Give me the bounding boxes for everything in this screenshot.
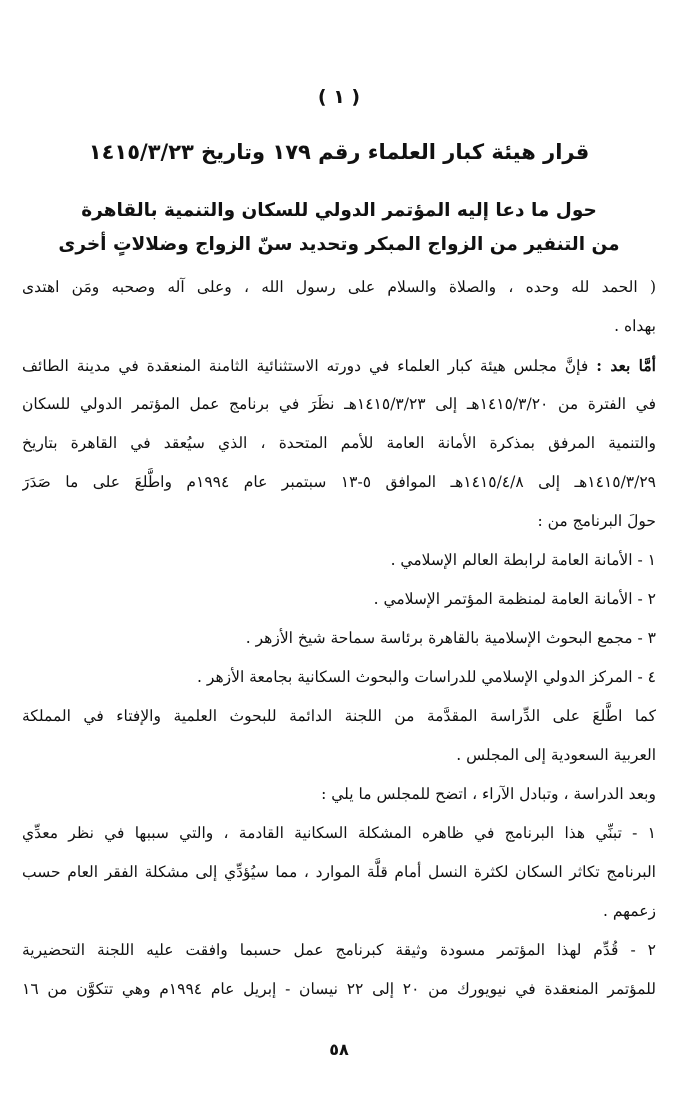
body-line: في الفترة من ١٤١٥/٣/٢٠هـ إلى ١٤١٥/٣/٢٣هـ نظَرَ في برنامج عمل المؤتمر الدولي للسكان	[22, 395, 656, 413]
body-line: ١٤١٥/٣/٢٩هـ إلى ١٤١٥/٤/٨هـ الموافق ٥-١٣ سبتمبر عام ١٩٩٤م واطَّلعَ على ما صَدَرَ	[22, 473, 656, 491]
body-line: ٢ - قُدِّم لهذا المؤتمر مسودة وثيقة كبرنامج عمل حسبما وافقت عليه اللجنة التحضيرية	[22, 941, 656, 959]
body-line: ١ - تبنِّي هذا البرنامج في ظاهره المشكلة السكانية القادمة ، والتي سببها في نظر معدِّي	[22, 824, 656, 842]
body-line: كما اطَّلعَ على الدِّراسة المقدَّمة من اللجنة الدائمة للبحوث العلمية والإفتاء في المملكة	[22, 707, 656, 725]
decision-title: قرار هيئة كبار العلماء رقم ١٧٩ وتاريخ ١٤١٥/٣/٢٣	[88, 140, 590, 164]
list-item: ٤ - المركز الدولي الإسلامي للدراسات والبحوث السكانية بجامعة الأزهر .	[197, 668, 656, 686]
subject-title	[22, 194, 656, 262]
body-line: والتنمية المرفق بمذكرة الأمانة العامة للأمم المتحدة ، الذي سيُعقد في القاهرة بتاريخ	[22, 434, 656, 452]
list-item: ٣ - مجمع البحوث الإسلامية بالقاهرة برئاسة سماحة شيخ الأزهر .	[245, 629, 656, 647]
body-text	[22, 268, 656, 1009]
body-line: العربية السعودية إلى المجلس .	[456, 746, 656, 764]
body-line: ( الحمد لله وحده ، والصلاة والسلام على رسول الله ، وعلى آله وصحبه ومَن اهتدى	[22, 278, 656, 296]
body-line: البرنامج تكاثر السكان لكثرة النسل أمام قلَّة الموارد ، مما سيُؤدِّي إلى مشكلة الفقر العام حسب	[22, 863, 656, 881]
body-line: بهداه .	[614, 317, 656, 335]
body-line: حولَ البرنامج من :	[537, 512, 656, 530]
list-item: ٢ - الأمانة العامة لمنظمة المؤتمر الإسلامي .	[373, 590, 656, 608]
section-number: ( ١ )	[317, 86, 361, 108]
page-number: ٥٨	[329, 1040, 349, 1059]
body-line: زعمهم .	[602, 902, 656, 920]
list-item: ١ - الأمانة العامة لرابطة العالم الإسلامي .	[390, 551, 656, 569]
lead-word: أمَّا بعد :	[596, 356, 656, 375]
body-line	[22, 346, 656, 385]
body-line-text: فإنَّ مجلس هيئة كبار العلماء في دورته الاستثنائية الثامنة المنعقدة في مدينة الطائف	[22, 357, 589, 375]
body-line: وبعد الدراسة ، وتبادل الآراء ، اتضح للمجلس ما يلي :	[321, 785, 656, 803]
body-line: للمؤتمر المنعقدة في نيويورك من ٢٠ إلى ٢٢ نيسان - إبريل عام ١٩٩٤م وهي تتكوَّن من ١٦	[22, 980, 656, 998]
subject-title-line: من التنفير من الزواج المبكر وتحديد سنّ الزواج وضلالاتٍ أخرى	[58, 234, 620, 255]
document-page	[22, 0, 656, 1110]
subject-title-line: حول ما دعا إليه المؤتمر الدولي للسكان والتنمية بالقاهرة	[81, 200, 597, 221]
